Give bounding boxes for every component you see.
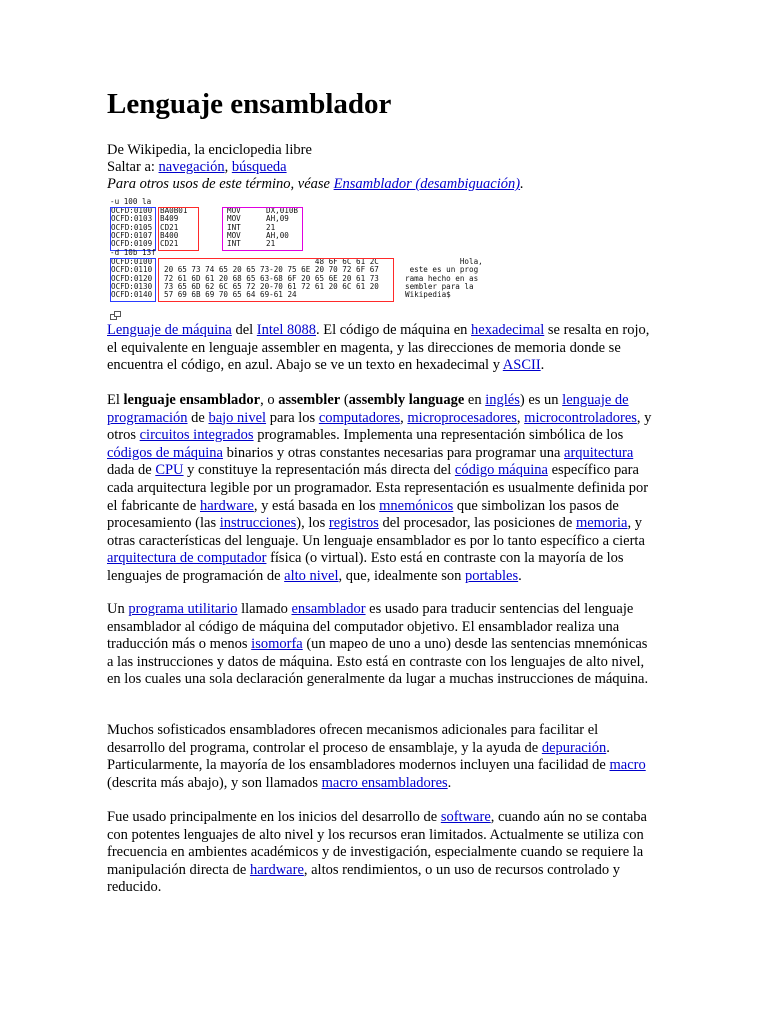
hex-box-bottom xyxy=(158,258,394,302)
machine-code-link[interactable]: código máquina xyxy=(454,462,548,479)
portable-link[interactable]: portables xyxy=(464,567,519,584)
hardware-link-2[interactable]: hardware xyxy=(249,861,304,878)
paragraph-usage: Fue usado principalmente en los inicios del desarrollo de software, cuando aún no se contaba con potentes lenguajes de alto nivel y los recursos eran limitados. Actualmente se utiliza con frecuencia en ambientes académicos y de investigación, especialmente cuando se requiere la manipulación directa de hardware, altos rendimientos, o un uso de recursos controlado y reducido. xyxy=(107,809,647,896)
high-level-link[interactable]: alto nivel xyxy=(284,567,339,584)
asm-arg-cell: 21 xyxy=(266,239,276,249)
low-level-link[interactable]: bajo nivel xyxy=(208,409,267,426)
memory-link[interactable]: memoria xyxy=(575,515,628,532)
asm-hex-cell: BA0B01 xyxy=(160,206,188,215)
asm-op-cell: INT xyxy=(227,222,241,232)
asm-op-cell: MOV xyxy=(227,230,241,240)
disambiguation-link[interactable]: Ensamblador (desambiguación) xyxy=(333,176,521,192)
microcontrollers-link[interactable]: microcontroladores xyxy=(524,409,637,426)
asm-addr-cell: OCFD:0100 xyxy=(111,206,153,215)
intel-8088-link[interactable]: Intel 8088 xyxy=(256,322,316,338)
caption-text: . El código de máquina en xyxy=(315,322,472,338)
asm-hex-cell: B400 xyxy=(160,230,179,240)
dump-addr-cell: OCFD:0140 xyxy=(111,290,153,300)
mnemonics-link[interactable]: mnemónicos xyxy=(379,497,454,514)
asm-addr-cell: OCFD:0103 xyxy=(111,214,153,224)
term-bold: lenguaje ensamblador xyxy=(123,392,261,408)
hex-box-top xyxy=(158,207,199,251)
ascii-link[interactable]: ASCII xyxy=(502,357,541,374)
dump-addr-cell: OCFD:0120 xyxy=(111,273,153,283)
asm-addr-cell: OCFD:0107 xyxy=(111,230,153,240)
microprocessors-link[interactable]: microprocesadores xyxy=(407,409,517,426)
registers-link[interactable]: registros xyxy=(328,515,379,532)
asm-op-cell: MOV xyxy=(227,214,241,224)
asm-op-cell: MOV xyxy=(227,206,241,215)
caption-text: . xyxy=(540,357,545,374)
asm-hex-cell: CD21 xyxy=(160,239,179,249)
paragraph-sophisticated: Muchos sofisticados ensambladores ofrecen mecanismos adicionales para facilitar el desarrollo del programa, controlar el proceso de ensamblaje, y la ayuda de depuración. Particularmente, la mayoría de los ensambladores modernos incluyen una facilidad de macro (descrita más abajo), y son llamados macro ensambladores. xyxy=(107,722,646,791)
machine-codes-link[interactable]: códigos de máquina xyxy=(107,444,223,461)
software-link[interactable]: software xyxy=(440,809,491,825)
dump-addr-cell: OCFD:0130 xyxy=(111,281,153,291)
debugging-link[interactable]: depuración xyxy=(541,739,607,756)
figure-caption xyxy=(107,322,655,375)
source-line: De Wikipedia, la enciclopedia libre xyxy=(107,142,312,158)
machine-language-link[interactable]: Lenguaje de máquina xyxy=(107,322,232,338)
cpu-link[interactable]: CPU xyxy=(155,462,184,479)
programming-language-link[interactable]: lenguaje de programación xyxy=(107,392,629,426)
asm-arg-cell: 21 xyxy=(266,222,276,232)
integrated-circuits-link[interactable]: circuitos integrados xyxy=(139,427,254,444)
jump-sep: , xyxy=(224,159,232,175)
assembler-link[interactable]: ensamblador xyxy=(291,601,366,617)
hexadecimal-link[interactable]: hexadecimal xyxy=(471,322,545,338)
paragraph-intro: El lenguaje ensamblador, o assembler (assembly language en inglés) es un lenguaje de programación de bajo nivel para los computadores, microprocesadores, microcontroladores, y otros circuitos integrados programables. Implementa una representación simbólica de los códigos de máquina binarios y otras constantes necesarias para programar una arquitectura dada de CPU y constituye la representación más directa del código máquina específico para cada arquitectura legible por un programador. Esta representación es usualmente definida por el fabricante de hardware, y está basada en los mnemónicos que simbolizan los pasos de procesamiento (las instrucciones), los registros del procesador, las posiciones de memoria, y otras características del lenguaje. Un lenguaje ensamblador es por lo tanto específico a cierta arquitectura de computador física (o virtual). Esto está en contraste con la mayoría de los lenguajes de programación de alto nivel, que, idealmente son portables. xyxy=(107,392,652,584)
navigation-link[interactable]: navegación xyxy=(158,159,225,175)
enlarge-icon[interactable] xyxy=(110,311,121,321)
caption-text: se encuentra el código, en azul. Abajo se ve un texto en hexadecimal y xyxy=(107,339,621,374)
dump-hex-cell: 73 65 6D 62 6C 65 72 20-70 61 72 61 20 6C 61 20 xyxy=(164,281,379,291)
disambiguation-text: Para otros usos de este término, véase xyxy=(107,176,334,192)
english-link[interactable]: inglés xyxy=(485,392,520,408)
asm-arg-cell: AH,09 xyxy=(266,214,289,224)
address-box-bottom xyxy=(110,258,156,302)
instructions-link[interactable]: instrucciones xyxy=(219,515,297,532)
caption-text: del xyxy=(231,322,257,338)
caption-text: rojo, el equivalente en lenguaje assembler en magenta, y las direcciones de memoria donde xyxy=(107,322,650,356)
asm-hex-cell: CD21 xyxy=(160,222,179,232)
paragraph-assembler: Un programa utilitario llamado ensamblador es usado para traducir sentencias del lenguaje ensamblador al código de máquina del computador objetivo. El ensamblador realiza una traducción más o menos isomorfa (un mapeo de uno a uno) desde las sentencias mnemónicas a las instrucciones y datos de máquina. Esto está en contraste con los lenguajes de alto nivel, en los cuales una sola declaración generalmente da lugar a muchas instrucciones de máquina. xyxy=(107,601,649,688)
hardware-link[interactable]: hardware xyxy=(199,497,254,514)
dump-ascii-cell: este es un prog xyxy=(405,265,479,275)
asm-op-cell: INT xyxy=(227,239,241,249)
computer-architecture-link[interactable]: arquitectura de computador xyxy=(107,550,267,567)
term-bold: assembler xyxy=(278,392,341,408)
jump-prefix: Saltar a: xyxy=(107,159,159,175)
address-box-top xyxy=(110,207,156,251)
dump-ascii-cell: sembler para la xyxy=(405,281,479,291)
page-title: Lenguaje ensamblador xyxy=(107,88,392,120)
asm-command-unassemble: -u 100 la xyxy=(110,197,152,206)
asm-addr-cell: OCFD:0105 xyxy=(111,222,153,232)
architecture-link[interactable]: arquitectura xyxy=(564,444,634,461)
term-bold: assembly language xyxy=(348,392,465,408)
asm-arg-cell: AH,00 xyxy=(266,230,289,240)
dump-ascii-cell: rama hecho en as xyxy=(405,273,479,283)
dump-hex-cell: 48 6F 6C 61 2C xyxy=(164,257,379,266)
caption-text: se resalta en xyxy=(544,322,619,338)
dump-addr-cell: OCFD:0100 xyxy=(111,257,153,266)
assembler-figure[interactable] xyxy=(110,198,490,304)
isomorphic-link[interactable]: isomorfa xyxy=(251,636,303,653)
computers-link[interactable]: computadores xyxy=(318,409,401,426)
dump-hex-cell: 72 61 6D 61 20 68 65 63-68 6F 20 65 6E 20 61 73 xyxy=(164,273,379,283)
asm-box xyxy=(222,207,303,251)
macro-link[interactable]: macro xyxy=(609,757,646,774)
dump-ascii-cell: Wikipedia$ xyxy=(405,290,451,300)
utility-program-link[interactable]: programa utilitario xyxy=(128,601,238,617)
asm-arg-cell: DX,010B xyxy=(266,206,299,215)
dump-addr-cell: OCFD:0110 xyxy=(111,265,153,275)
dump-hex-cell: 57 69 6B 69 70 65 64 69-61 24 xyxy=(164,290,297,300)
search-link[interactable]: búsqueda xyxy=(231,159,287,175)
asm-hex-cell: B409 xyxy=(160,214,179,224)
asm-addr-cell: OCFD:0109 xyxy=(111,239,153,249)
disambiguation-note xyxy=(107,176,524,193)
dump-hex-cell: 20 65 73 74 65 20 65 73-20 75 6E 20 70 72 6F 67 xyxy=(164,265,379,275)
macro-assemblers-link[interactable]: macro ensambladores xyxy=(321,774,448,791)
asm-command-dump: -d 10b 13f xyxy=(110,248,156,257)
jump-links xyxy=(107,159,287,176)
disambiguation-end: . xyxy=(520,176,524,192)
dump-ascii-cell: Hola, xyxy=(405,257,483,266)
